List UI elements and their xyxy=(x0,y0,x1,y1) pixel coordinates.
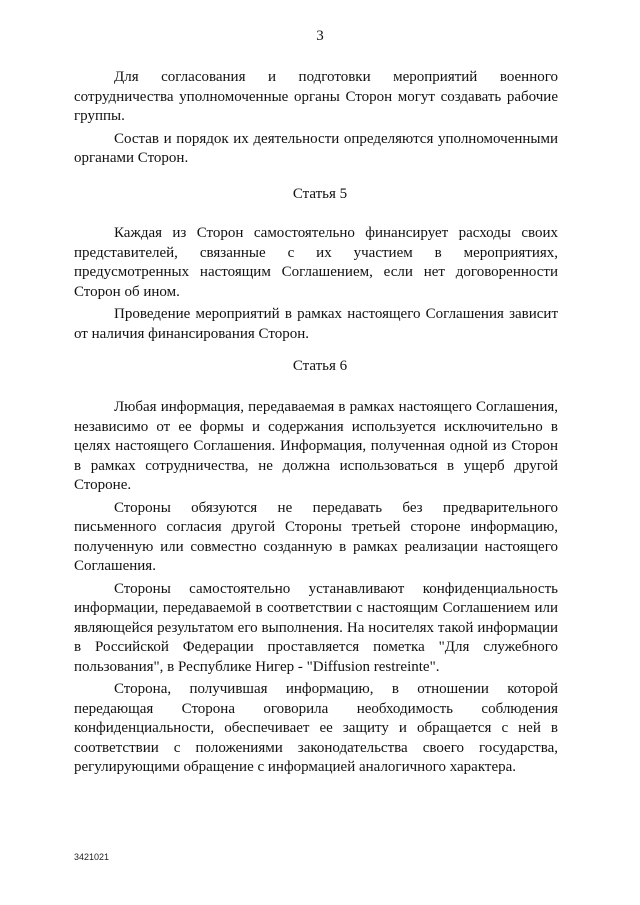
paragraph: Проведение мероприятий в рамках настоящего Соглашения зависит от наличия финансирования Сторон. xyxy=(74,306,558,342)
article-6-body xyxy=(74,398,558,781)
paragraph: Любая информация, передаваемая в рамках настоящего Соглашения, независимо от ее формы и содержания используется исключительно в целях настоящего Соглашения. Информация, полученная одной из Сторон в рамках сотрудничества, не должна использоваться в ущерб другой Стороне. xyxy=(74,399,558,493)
article-6-heading: Статья 6 xyxy=(292,358,348,374)
paragraph: Для согласования и подготовки мероприятий военного сотрудничества уполномоченные органы Сторон могут создавать рабочие группы. xyxy=(74,69,558,124)
paragraph: Стороны обязуются не передавать без предварительного письменного согласия другой Стороны третьей стороне информацию, полученную или совместно созданную в рамках реализации настоящего Соглашения. xyxy=(74,499,558,574)
paragraph: Стороны самостоятельно устанавливают конфиденциальность информации, передаваемой в соответствии с настоящим Соглашением или являющейся результатом его выполнения. На носителях такой информации в Российской Федерации проставляется пометка "Для служебного пользования", в Республике Нигер - "Diffusion restreinte". xyxy=(74,580,558,675)
document-code: 3421021 xyxy=(74,852,110,862)
page-number: 3 xyxy=(316,28,324,44)
article-5-heading: Статья 5 xyxy=(292,186,348,202)
paragraph: Сторона, получившая информацию, в отношении которой передающая Сторона оговорила необходимость соблюдения конфиденциальности, обеспечивает ее защиту и обращается с ней в соответствии с положениями законодательства своего государства, регулирующими обращение с информацией аналогичного характера. xyxy=(74,681,558,775)
article-5-body xyxy=(74,224,558,347)
intro-section xyxy=(74,68,558,172)
paragraph: Состав и порядок их деятельности определяются уполномоченными органами Сторон. xyxy=(74,130,558,166)
paragraph: Каждая из Сторон самостоятельно финансирует расходы своих представителей, связанные с их участием в мероприятиях, предусмотренных настоящим Соглашением, если нет договоренности Сторон об ином. xyxy=(74,225,558,300)
